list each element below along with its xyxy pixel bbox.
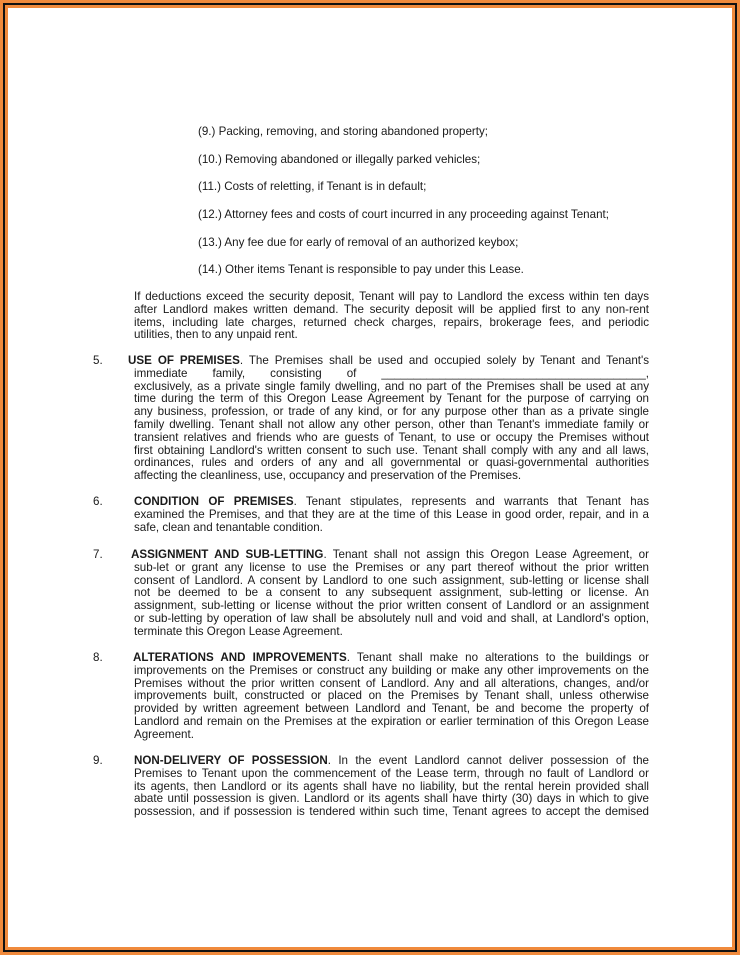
section-number: 7.: [93, 548, 103, 561]
section-8-paragraph: [134, 652, 649, 742]
section-number: 5.: [93, 354, 103, 367]
text-line: Premises to Tenant upon the commencement of the Lease term, through no fault of Landlord or: [134, 766, 649, 780]
section-first-line: [131, 549, 649, 562]
text-line: possession, and if possession is tendered within such time, Tenant agrees to accept the demised: [134, 805, 649, 819]
text-line: after Landlord makes written demand. The security deposit will be applied first to any non-rent: [134, 302, 649, 316]
text-line: abate until possession is given. Landlord or its agents shall have thirty (30) days in which to give: [134, 792, 649, 806]
text-line: items, including late charges, returned check charges, repairs, brokerage fees, and periodic: [134, 315, 649, 329]
section-5-paragraph: [128, 354, 650, 483]
section-heading: USE OF PREMISES: [128, 354, 240, 367]
text-line: Landlord and remain on the Premises at the expiration or earlier termination of this Oregon Lease: [134, 714, 649, 728]
text-line: time during the term of this Oregon Lease Agreement by Tenant for the purpose of carrying on: [134, 392, 649, 406]
text-line: If deductions exceed the security deposit, Tenant will pay to Landlord the excess within ten days: [134, 290, 649, 303]
section-heading: ASSIGNMENT AND SUB-LETTING: [131, 548, 324, 561]
section-first-line: [133, 652, 649, 665]
text-line: ordinances, rules and orders of any and all governmental or quasi-governmental authorities: [134, 456, 649, 470]
section-text: . Tenant stipulates, represents and warrants that Tenant has: [293, 495, 649, 508]
text-line: improvements on the Premises or construct any building or make any other improvements on the: [134, 663, 649, 677]
list-item: (12.) Attorney fees and costs of court incurred in any proceeding against Tenant;: [198, 208, 609, 221]
text-line: Agreement.: [134, 727, 194, 741]
section-text: . In the event Landlord cannot deliver possession of the: [327, 754, 649, 767]
list-item: (11.) Costs of reletting, if Tenant is in default;: [198, 180, 427, 193]
section-6-paragraph: [134, 496, 649, 534]
section-text: . Tenant shall not assign this Oregon Lease Agreement, or: [323, 548, 649, 561]
text-line: exclusively, as a private single family dwelling, and no part of the Premises shall be used at any: [134, 379, 649, 393]
text-line: not be deemed to be a consent to any subsequent assignment, sub-letting or license. An: [134, 586, 649, 600]
section-first-line: [134, 496, 649, 509]
list-item: (13.) Any fee due for early of removal of an authorized keybox;: [198, 236, 519, 249]
text-line: safe, clean and tenantable condition.: [134, 520, 323, 534]
text-line: terminate this Oregon Lease Agreement.: [134, 624, 343, 638]
text-line: consent of Landlord. A consent by Landlord to one such assignment, sub-letting or license shall: [134, 573, 649, 587]
text-line: examined the Premises, and that they are at the time of this Lease in good order, repair, and in a: [134, 507, 649, 521]
text-line: assignment, sub-letting or license without the prior written consent of Landlord or an assignment: [134, 599, 649, 613]
text-line: any business, profession, or trade of any kind, or for any purpose other than as a private single: [134, 405, 649, 419]
section-7-paragraph: [131, 548, 649, 639]
section-first-line: [128, 355, 649, 368]
list-item: (14.) Other items Tenant is responsible to pay under this Lease.: [198, 263, 524, 276]
list-item: (10.) Removing abandoned or illegally parked vehicles;: [198, 153, 481, 166]
text-line: first obtaining Landlord's written consent to such use. Tenant shall comply with any and all laws,: [134, 443, 649, 457]
text-line: improvements built, constructed or placed on the Premises by Tenant shall, unless otherwise: [134, 689, 649, 703]
text-line: or sub-letting by operation of law shall be absolutely null and void and shall, at Landlord's option,: [134, 611, 649, 625]
list-item: (9.) Packing, removing, and storing abandoned property;: [198, 125, 489, 138]
text-line: Premises without the prior written consent of Landlord. Any and all alterations, changes, and/or: [134, 676, 649, 690]
text-line: transient relatives and friends who are guests of Tenant, to use or occupy the Premises without: [134, 430, 649, 444]
text-line: affecting the cleanliness, use, occupancy and preservation of the Premises.: [134, 469, 522, 483]
text-line: utilities, then to any unpaid rent.: [134, 328, 298, 342]
text-line: its agents, then Landlord or its agents shall have no liability, but the rental herein provided shall: [134, 779, 649, 793]
section-text: . Tenant shall make no alterations to the buildings or: [346, 651, 649, 664]
text-line: family dwelling. Tenant shall not allow any other person, other than Tenant's immediate family or: [134, 417, 649, 431]
section-number: 9.: [93, 754, 103, 767]
section-text: . The Premises shall be used and occupied solely by Tenant and Tenant's: [239, 354, 650, 367]
section-heading: ALTERATIONS AND IMPROVEMENTS: [133, 651, 347, 664]
section-heading: NON-DELIVERY OF POSSESSION: [134, 754, 328, 767]
section-first-line: [134, 755, 649, 768]
deductions-paragraph: [134, 291, 649, 342]
section-number: 6.: [93, 495, 103, 508]
text-line: provided by written agreement between Landlord and Tenant, be and become the property of: [134, 702, 649, 716]
section-9-paragraph: [134, 755, 649, 819]
text-line: immediate family, consisting of _________________________________________,: [134, 366, 649, 380]
text-line: sub-let or grant any license to use the Premises or any part thereof without the prior written: [134, 560, 649, 574]
section-heading: CONDITION OF PREMISES: [134, 495, 294, 508]
section-number: 8.: [93, 651, 103, 664]
